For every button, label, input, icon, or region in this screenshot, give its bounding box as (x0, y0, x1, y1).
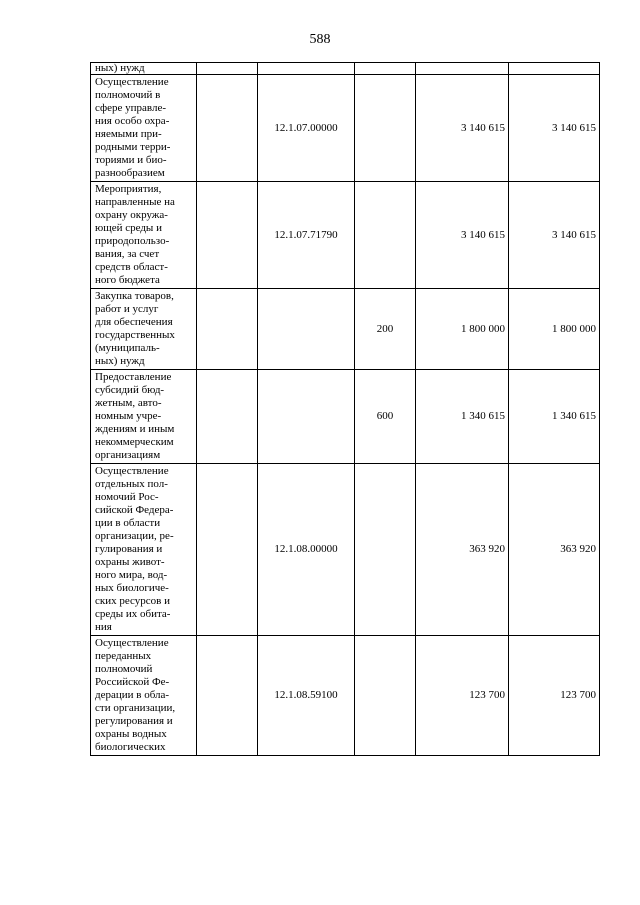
table-row (91, 182, 600, 289)
table-row (91, 370, 600, 464)
row-name-cell: Осуществление отдельных пол- номочий Рос- сийской Федера- ции в области организации, ре- гулирования и охраны живот- ного мира, вод- ных биологиче- ских ресурсов и среды их обита- ния (91, 464, 197, 636)
row-code-cell (258, 289, 355, 370)
row-code-cell: 12.1.07.00000 (258, 75, 355, 182)
row-type-cell (355, 182, 416, 289)
table-row (91, 75, 600, 182)
row-amount2-cell: 1 340 615 (509, 370, 600, 464)
table-row (91, 289, 600, 370)
row-amount1-cell (416, 63, 509, 75)
empty-cell (197, 464, 258, 636)
row-name-cell: Предоставление субсидий бюд- жетным, авто- номным учре- ждениям и иным некоммерческим организациям (91, 370, 197, 464)
row-amount1-cell: 123 700 (416, 636, 509, 756)
row-code-cell: 12.1.08.59100 (258, 636, 355, 756)
row-type-cell (355, 63, 416, 75)
row-code-cell (258, 370, 355, 464)
budget-table (90, 62, 600, 756)
row-code-cell (258, 63, 355, 75)
row-amount1-cell: 3 140 615 (416, 75, 509, 182)
row-name-cell: Осуществление полномочий в сфере управле- ния особо охра- няемыми при- родными терри- ториями и био- разнообразием (91, 75, 197, 182)
row-amount2-cell: 123 700 (509, 636, 600, 756)
page-number: 588 (309, 32, 331, 47)
row-amount2-cell: 1 800 000 (509, 289, 600, 370)
row-code-cell: 12.1.08.00000 (258, 464, 355, 636)
row-type-cell: 200 (355, 289, 416, 370)
row-amount1-cell: 363 920 (416, 464, 509, 636)
row-name-cell: Мероприятия, направленные на охрану окружа- ющей среды и природопользо- вания, за счет средств област- ного бюджета (91, 182, 197, 289)
row-name-cell: Закупка товаров, работ и услуг для обеспечения государственных (муниципаль- ных) нужд (91, 289, 197, 370)
table-body (91, 63, 600, 756)
row-type-cell: 600 (355, 370, 416, 464)
row-name-cell: Осуществление переданных полномочий Российской Фе- дерации в обла- сти организации, регулирования и охраны водных биологических (91, 636, 197, 756)
row-type-cell (355, 75, 416, 182)
table-row (91, 464, 600, 636)
row-code-cell: 12.1.07.71790 (258, 182, 355, 289)
row-amount2-cell: 363 920 (509, 464, 600, 636)
empty-cell (197, 636, 258, 756)
row-name-cell: ных) нужд (91, 63, 197, 75)
row-amount1-cell: 1 800 000 (416, 289, 509, 370)
row-type-cell (355, 636, 416, 756)
empty-cell (197, 75, 258, 182)
table-row (91, 636, 600, 756)
row-amount1-cell: 1 340 615 (416, 370, 509, 464)
empty-cell (197, 63, 258, 75)
row-amount1-cell: 3 140 615 (416, 182, 509, 289)
row-amount2-cell: 3 140 615 (509, 75, 600, 182)
row-amount2-cell: 3 140 615 (509, 182, 600, 289)
table-row (91, 63, 600, 75)
row-amount2-cell (509, 63, 600, 75)
empty-cell (197, 289, 258, 370)
row-type-cell (355, 464, 416, 636)
empty-cell (197, 370, 258, 464)
empty-cell (197, 182, 258, 289)
